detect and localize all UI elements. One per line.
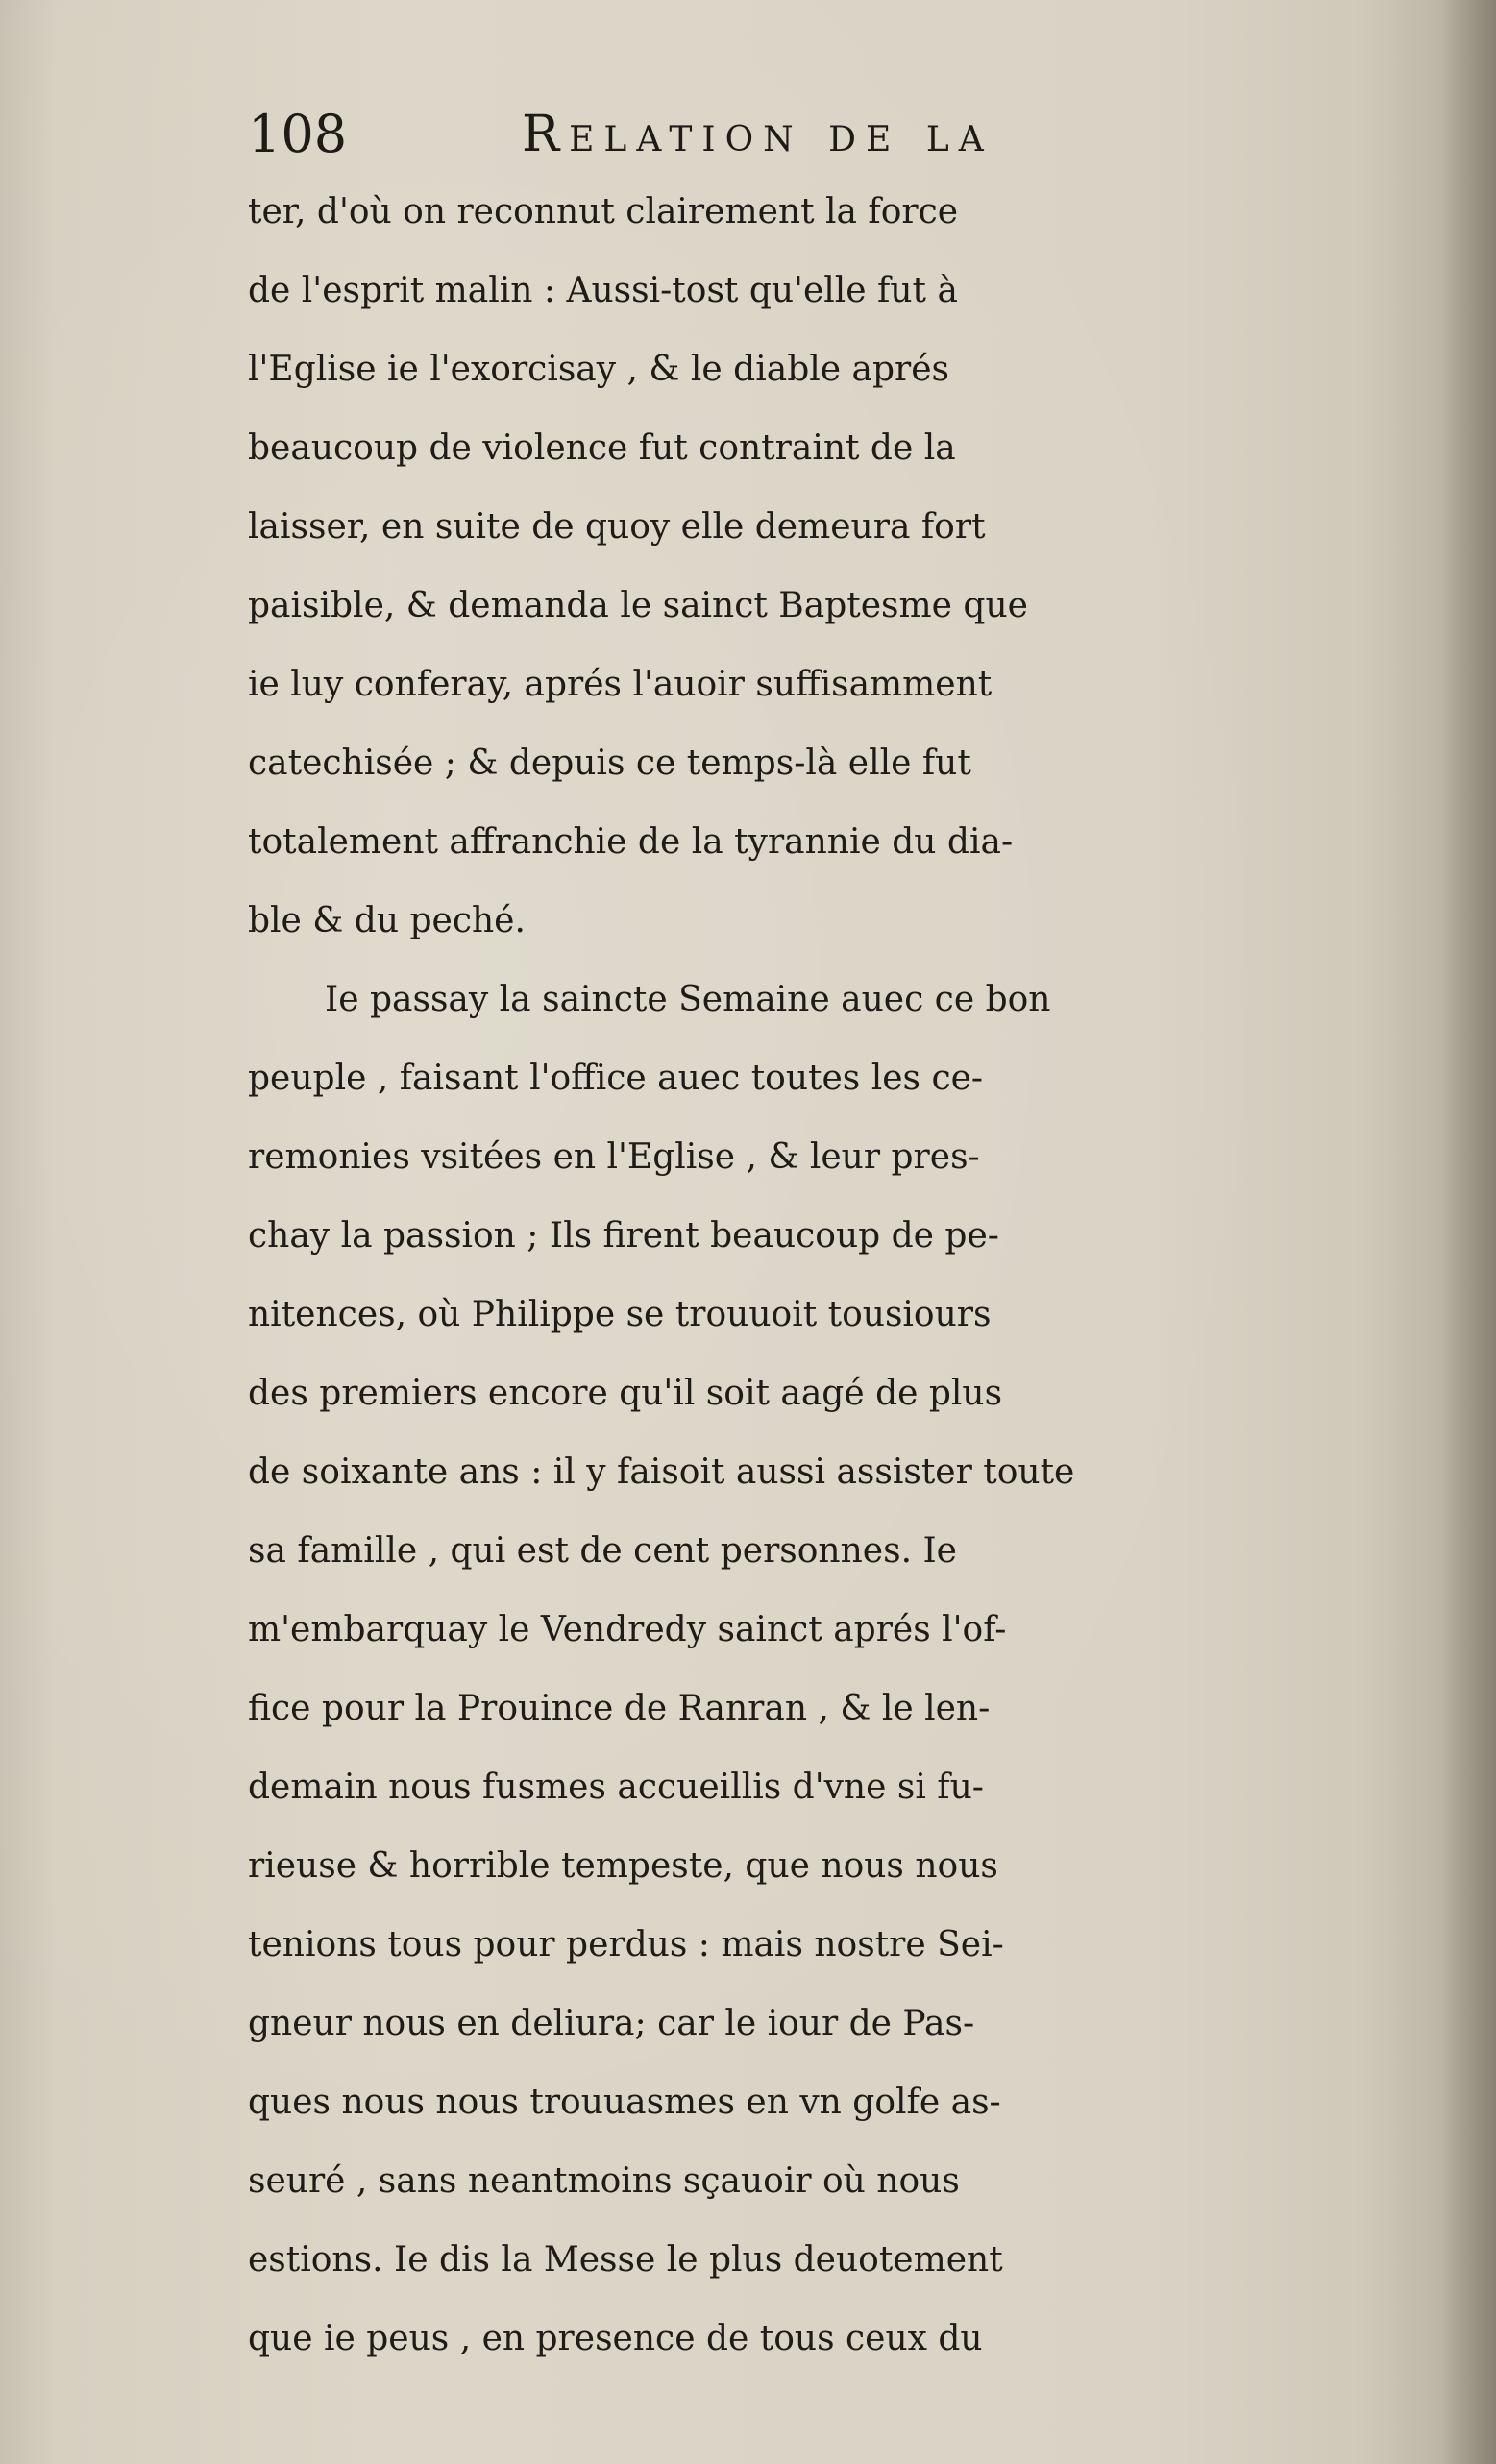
text-line: sa famille , qui est de cent personnes. Ie bbox=[248, 1531, 957, 1571]
text-line: de soixante ans : il y faisoit aussi assister toute bbox=[248, 1452, 1075, 1492]
text-line: tenions tous pour perdus : mais nostre Sei- bbox=[248, 1925, 1004, 1964]
paragraph-start-line: Ie passay la saincte Semaine auec ce bon bbox=[325, 980, 1051, 1019]
page-header bbox=[248, 96, 1314, 173]
text-line: peuple , faisant l'office auec toutes les ce- bbox=[248, 1059, 984, 1098]
text-line: laisser, en suite de quoy elle demeura fort bbox=[248, 507, 986, 547]
text-line: paisible, & demanda le sainct Baptesme que bbox=[248, 586, 1028, 625]
text-line: ie luy conferay, aprés l'auoir suffisamment bbox=[248, 665, 993, 704]
text-line: que ie peus , en presence de tous ceux du bbox=[248, 2319, 983, 2358]
text-line: rieuse & horrible tempeste, que nous nous bbox=[248, 1846, 998, 1886]
text-line: des premiers encore qu'il soit aagé de plus bbox=[248, 1374, 1003, 1413]
body-text bbox=[248, 173, 1449, 2379]
text-line: beaucoup de violence fut contraint de la bbox=[248, 428, 956, 468]
text-line: ques nous nous trouuasmes en vn golfe as- bbox=[248, 2083, 1001, 2122]
running-head: Relation de la bbox=[522, 106, 993, 163]
text-line: nitences, où Philippe se trouuoit tousiours bbox=[248, 1295, 992, 1334]
text-line: catechisée ; & depuis ce temps-là elle fut bbox=[248, 744, 971, 783]
text-line: m'embarquay le Vendredy sainct aprés l'of- bbox=[248, 1610, 1007, 1649]
text-line: fice pour la Prouince de Ranran , & le len- bbox=[248, 1689, 991, 1728]
text-line: de l'esprit malin : Aussi-tost qu'elle fut à bbox=[248, 271, 958, 310]
text-line: ter, d'où on reconnut clairement la force bbox=[248, 192, 959, 232]
text-line: seuré , sans neantmoins sçauoir où nous bbox=[248, 2161, 960, 2201]
text-line: l'Eglise ie l'exorcisay , & le diable aprés bbox=[248, 350, 950, 389]
text-line: remonies vsitées en l'Eglise , & leur pres- bbox=[248, 1137, 980, 1177]
text-line: ble & du peché. bbox=[248, 901, 526, 940]
text-line: demain nous fusmes accueillis d'vne si fu- bbox=[248, 1768, 984, 1807]
text-line: gneur nous en deliura; car le iour de Pas- bbox=[248, 2004, 975, 2043]
page-number: 108 bbox=[248, 104, 348, 164]
text-line: chay la passion ; Ils firent beaucoup de pe- bbox=[248, 1216, 999, 1256]
text-line: estions. Ie dis la Messe le plus deuotement bbox=[248, 2240, 1003, 2280]
text-line: totalement affranchie de la tyrannie du dia- bbox=[248, 822, 1014, 862]
